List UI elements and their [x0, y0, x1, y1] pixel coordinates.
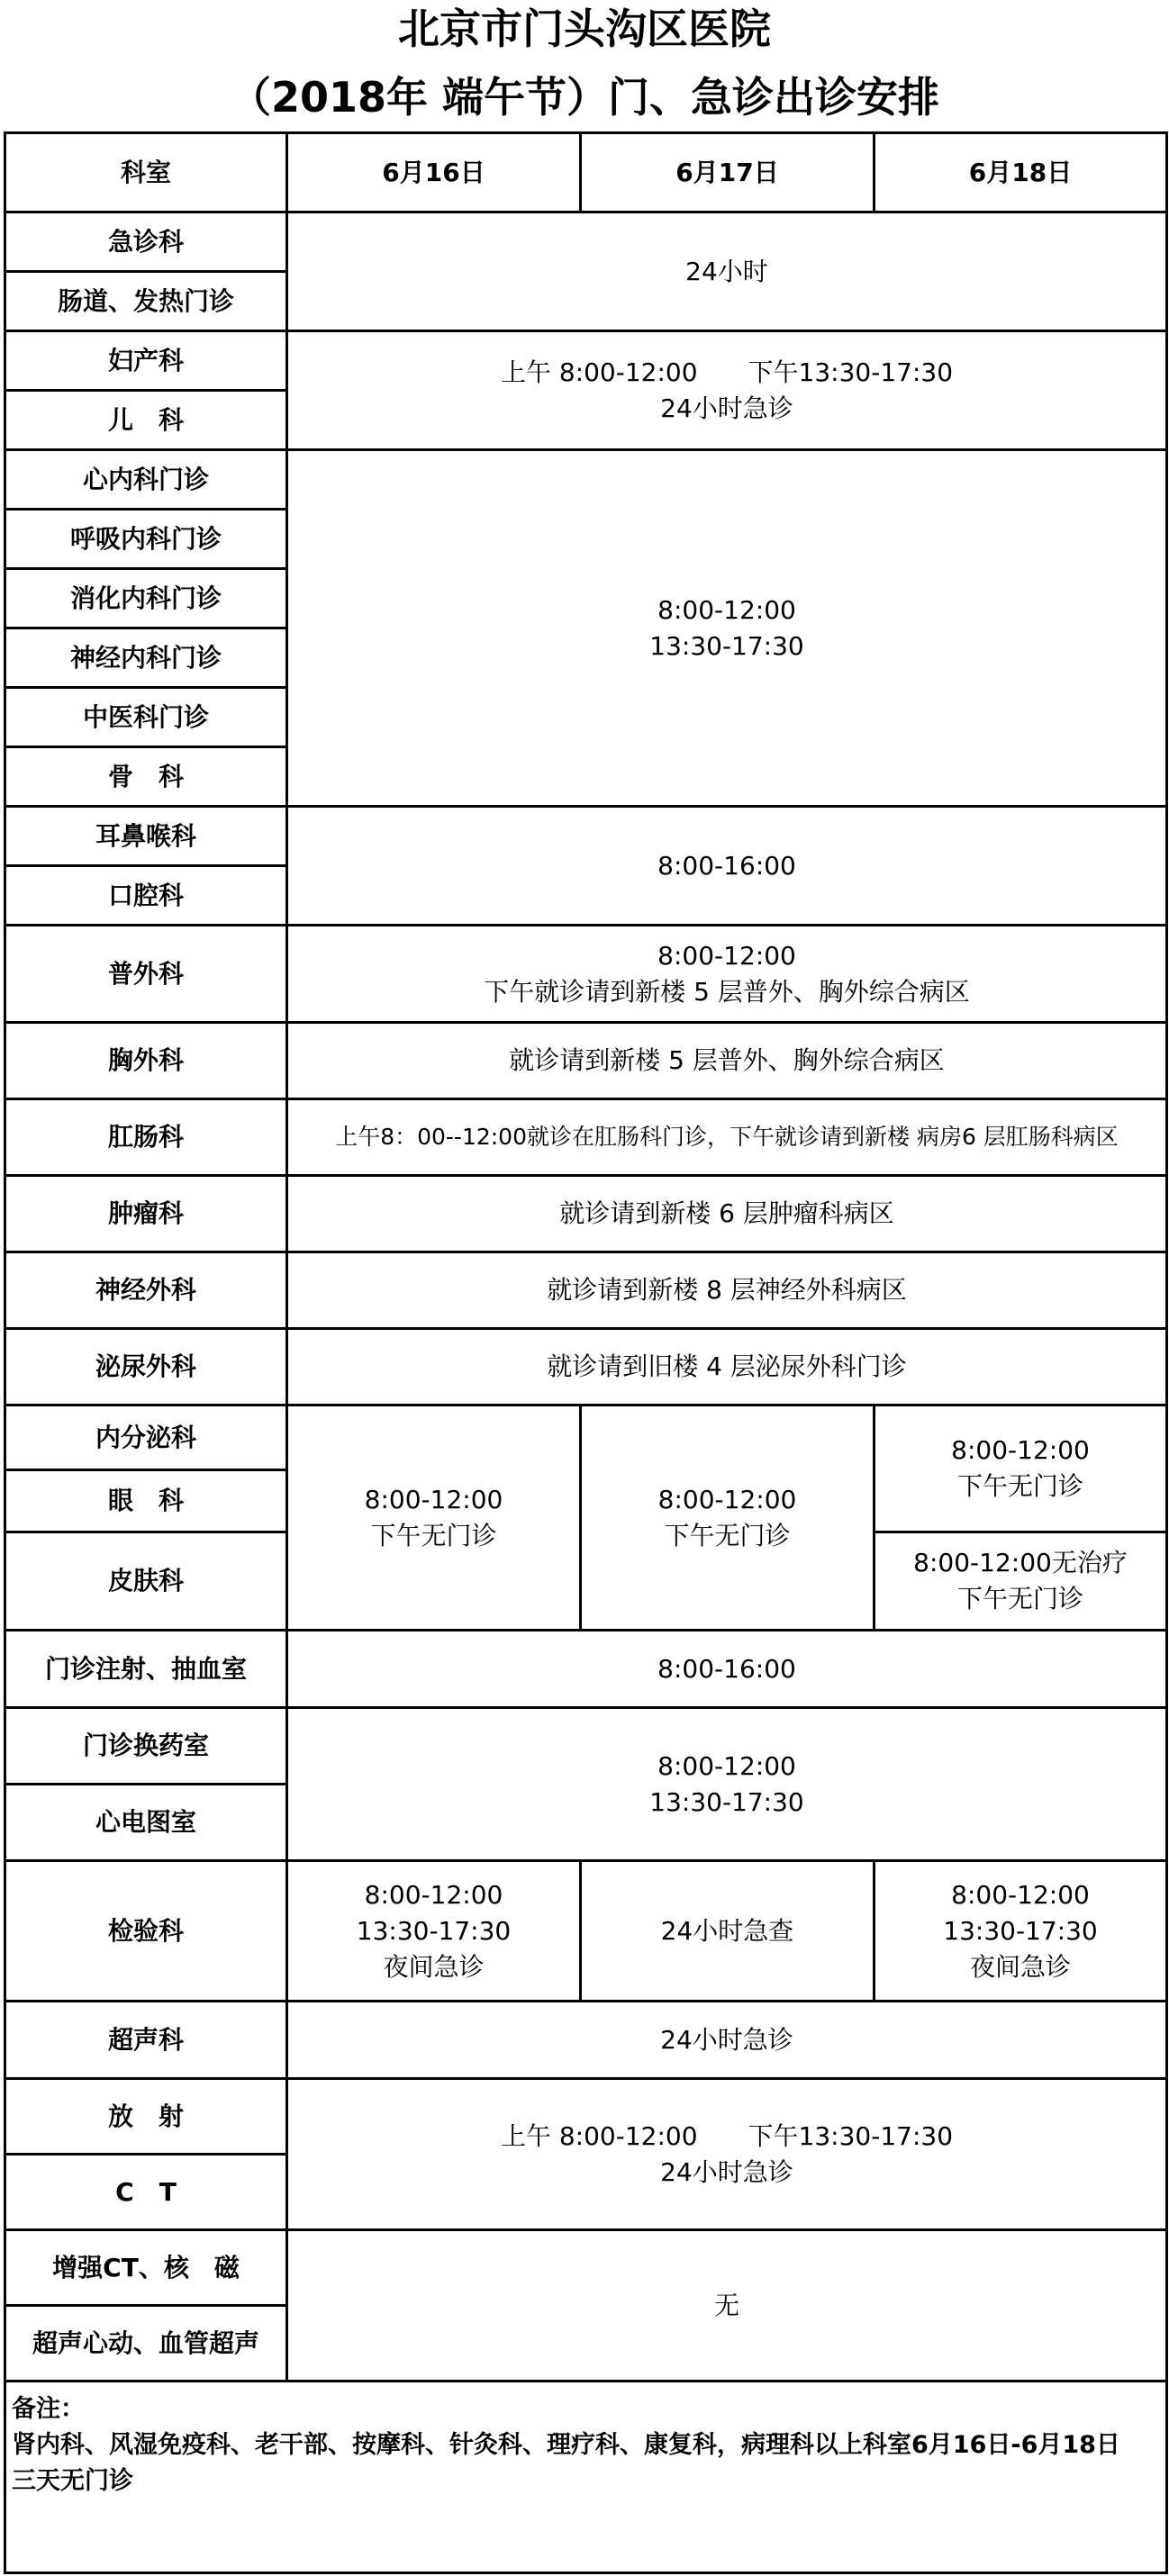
dept-pediatrics: 儿 科 — [5, 391, 287, 450]
dept-oncology: 肿瘤科 — [5, 1176, 287, 1252]
page-subtitle: （2018年 端午节）门、急诊出诊安排 — [229, 73, 940, 122]
dept-emergency: 急诊科 — [5, 212, 287, 272]
dept-anorectal: 肛肠科 — [5, 1099, 287, 1176]
dept-tcm: 中医科门诊 — [5, 688, 287, 747]
schedule-line: 8:00-12:00 — [364, 1879, 503, 1910]
table-row — [5, 331, 1167, 391]
header-row — [5, 133, 1167, 212]
schedule-obgyn-group — [287, 331, 1167, 450]
dept-enhanced-ct: 增强CT、核 磁 — [5, 2230, 287, 2306]
schedule-line: 8:00-12:00 — [657, 1750, 796, 1781]
dept-ultrasound: 超声科 — [5, 2002, 287, 2079]
dept-neuro: 神经内科门诊 — [5, 628, 287, 688]
schedule-line: 夜间急诊 — [383, 1951, 485, 1982]
schedule-enhanced-group: 无 — [287, 2230, 1167, 2382]
dept-ecg: 心电图室 — [5, 1785, 287, 1861]
table-row — [5, 2079, 1167, 2155]
dept-eye: 眼 科 — [5, 1470, 287, 1532]
dept-dental: 口腔科 — [5, 866, 287, 926]
header-date-16: 6月16日 — [287, 133, 581, 212]
schedule-line: 下午无门诊 — [956, 1584, 1083, 1613]
dept-derm: 皮肤科 — [5, 1532, 287, 1631]
table-row — [5, 2002, 1167, 2079]
table-row — [5, 1861, 1167, 2002]
dept-lab: 检验科 — [5, 1861, 287, 2002]
schedule-general-surgery — [287, 926, 1167, 1023]
schedule-line: 13:30-17:30 — [356, 1915, 512, 1946]
table-row — [5, 450, 1167, 510]
schedule-line: 下午无门诊 — [664, 1520, 791, 1550]
schedule-anorectal: 上午8：00--12:00就诊在肛肠科门诊，下午就诊请到新楼 病房6 层肛肠科病区 — [287, 1099, 1167, 1176]
schedule-line: 8:00-12:00无治疗 — [913, 1548, 1128, 1577]
table-row — [5, 1329, 1167, 1406]
dept-injection: 门诊注射、抽血室 — [5, 1631, 287, 1708]
schedule-endo-16 — [287, 1406, 581, 1631]
dept-dressing: 门诊换药室 — [5, 1708, 287, 1785]
schedule-thoracic: 就诊请到新楼 5 层普外、胸外综合病区 — [287, 1023, 1167, 1099]
table-row — [5, 807, 1167, 866]
table-row — [5, 1099, 1167, 1176]
schedule-line: 8:00-12:00 — [657, 594, 796, 625]
schedule-endo-17 — [581, 1406, 874, 1631]
schedule-dressing-group — [287, 1708, 1167, 1861]
schedule-line: 8:00-12:00 — [951, 1879, 1090, 1910]
dept-gastro: 消化内科门诊 — [5, 569, 287, 628]
schedule-injection: 8:00-16:00 — [287, 1631, 1167, 1708]
schedule-line: 24小时急诊 — [660, 393, 793, 423]
dept-urology: 泌尿外科 — [5, 1329, 287, 1406]
table-row — [5, 2230, 1167, 2306]
schedule-table — [4, 131, 1168, 2574]
schedule-line: 8:00-12:00 — [657, 1484, 797, 1514]
schedule-lab-16 — [287, 1861, 581, 2002]
dept-thoracic: 胸外科 — [5, 1023, 287, 1099]
schedule-line: 24小时急诊 — [660, 2156, 793, 2187]
note-label: 备注： — [12, 2395, 85, 2423]
schedule-line: 上午 8:00-12:00 下午13:30-17:30 — [500, 357, 954, 387]
note-line-2: 三天无门诊 — [12, 2467, 133, 2495]
dept-ent: 耳鼻喉科 — [5, 807, 287, 866]
schedule-radiology-group — [287, 2079, 1167, 2230]
note-row — [5, 2382, 1167, 2573]
page-title: 北京市门头沟区医院 — [398, 5, 771, 53]
dept-radiology: 放 射 — [5, 2079, 287, 2155]
schedule-line: 下午无门诊 — [370, 1520, 497, 1550]
schedule-line: 下午无门诊 — [956, 1471, 1083, 1501]
dept-ct: C T — [5, 2155, 287, 2230]
table-row — [5, 1023, 1167, 1099]
schedule-line: 13:30-17:30 — [649, 1786, 804, 1817]
schedule-urology: 就诊请到旧楼 4 层泌尿外科门诊 — [287, 1329, 1167, 1406]
table-row — [5, 926, 1167, 1023]
table-row — [5, 1631, 1167, 1708]
table-row — [5, 1708, 1167, 1785]
dept-neurosurgery: 神经外科 — [5, 1252, 287, 1329]
schedule-lab-18 — [874, 1861, 1167, 2002]
dept-respiratory: 呼吸内科门诊 — [5, 510, 287, 569]
schedule-ultrasound: 24小时急诊 — [287, 2002, 1167, 2079]
schedule-line: 13:30-17:30 — [649, 630, 804, 661]
schedule-oncology: 就诊请到新楼 6 层肿瘤科病区 — [287, 1176, 1167, 1252]
table-row — [5, 1252, 1167, 1329]
table-row — [5, 212, 1167, 272]
dept-general-surgery: 普外科 — [5, 926, 287, 1023]
dept-echo: 超声心动、血管超声 — [5, 2306, 287, 2382]
table-row — [5, 1406, 1167, 1470]
schedule-line: 8:00-12:00 — [951, 1435, 1090, 1465]
schedule-endo-18 — [874, 1406, 1167, 1532]
dept-intestinal: 肠道、发热门诊 — [5, 272, 287, 331]
schedule-line: 13:30-17:30 — [943, 1915, 1098, 1946]
table-row — [5, 1176, 1167, 1252]
dept-cardio: 心内科门诊 — [5, 450, 287, 510]
schedule-emergency-group: 24小时 — [287, 212, 1167, 331]
schedule-line: 上午 8:00-12:00 下午13:30-17:30 — [500, 2120, 954, 2151]
dept-obgyn: 妇产科 — [5, 331, 287, 391]
header-dept: 科室 — [5, 133, 287, 212]
dept-endocrine: 内分泌科 — [5, 1406, 287, 1470]
schedule-line: 8:00-12:00 — [657, 940, 796, 971]
schedule-internal-group — [287, 450, 1167, 807]
header-date-18: 6月18日 — [874, 133, 1167, 212]
note-cell — [5, 2382, 1167, 2573]
schedule-ent-group: 8:00-16:00 — [287, 807, 1167, 926]
header-date-17: 6月17日 — [581, 133, 874, 212]
schedule-derm-18 — [874, 1532, 1167, 1631]
note-line-1: 肾内科、风湿免疫科、老干部、按摩科、针灸科、理疗科、康复科，病理科以上科室6月16日-6月18日 — [12, 2431, 1120, 2459]
schedule-lab-17: 24小时急查 — [581, 1861, 874, 2002]
schedule-line: 夜间急诊 — [969, 1951, 1071, 1982]
dept-ortho: 骨 科 — [5, 747, 287, 807]
schedule-line: 下午就诊请到新楼 5 层普外、胸外综合病区 — [484, 976, 970, 1007]
schedule-line: 8:00-12:00 — [364, 1484, 503, 1514]
schedule-neurosurgery: 就诊请到新楼 8 层神经外科病区 — [287, 1252, 1167, 1329]
